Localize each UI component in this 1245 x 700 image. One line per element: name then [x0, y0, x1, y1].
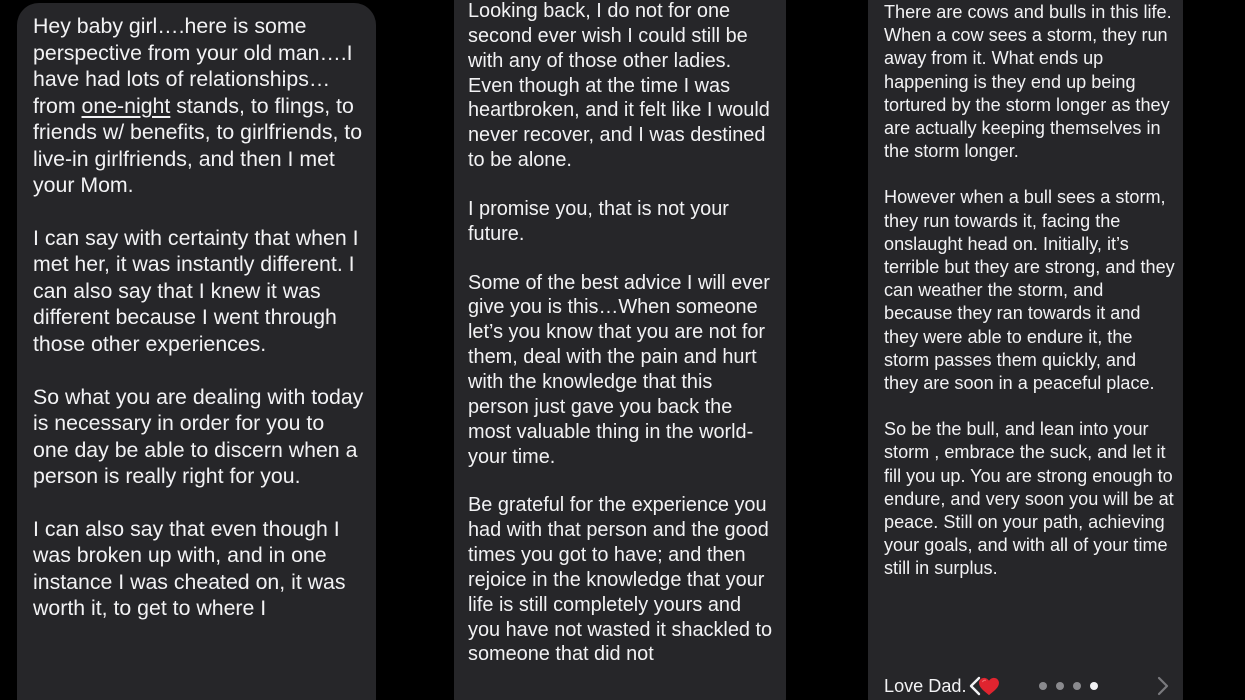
message-paragraph: Looking back, I do not for one second ever wish I could still be with any of those other ladies. Even though at the time I was heartbroken, and it felt like I would never recover, and I was destined to be alone.: [468, 0, 770, 172]
message-paragraph: However when a bull sees a storm, they run towards it, facing the onslaught head on. Initially, it’s terrible but they are strong, and they can weather the storm, and because they ran towards it and they were able to endure it, the storm passes them quickly, and they are soon in a peaceful place.: [884, 187, 1175, 394]
message-bubble-3: [868, 0, 1183, 700]
message-paragraph: I can say with certainty that when I met her, it was instantly different. I can also say that I knew it was different because I went through those other experiences.: [33, 225, 359, 357]
message-bubble-1: [17, 3, 376, 700]
signature-text: Love Dad.: [884, 676, 967, 696]
page-dot-active[interactable]: [1090, 682, 1098, 690]
message-paragraph: So be the bull, and lean into your storm , embrace the suck, and let it fill you up. You are strong enough to endure, and very soon you will be at peace. Still on your path, achieving your goals, and with all of your time still in surplus.: [884, 419, 1174, 579]
link-one-night[interactable]: one-night: [81, 93, 171, 118]
page-indicator[interactable]: [1039, 682, 1098, 690]
signature-row: [884, 674, 1174, 698]
message-paragraph: I promise you, that is not your future.: [468, 197, 729, 245]
paragraph-text: Hey baby girl….here is some perspective from your old man….I have had lots of relationships…from: [33, 14, 353, 118]
page-dot[interactable]: [1056, 682, 1064, 690]
heart-icon: [978, 677, 1000, 696]
message-paragraph: [33, 13, 364, 199]
message-paragraph: I can also say that even though I was broken up with, and in one instance I was cheated on, it was worth it, to get to where I: [33, 516, 346, 621]
message-paragraph: There are cows and bulls in this life. When a cow sees a storm, they run away from it. What ends up happening is they end up being tortured by the storm longer as they are actually keeping themselves in the storm longer.: [884, 2, 1172, 162]
message-paragraph: Some of the best advice I will ever give you is this…When someone let’s you know that you are not for them, deal with the pain and hurt with the knowledge that this person just gave you back the most valuable thing in the world- your time.: [468, 271, 770, 468]
message-panel-1: [0, 0, 408, 700]
message-paragraph: So what you are dealing with today is necessary in order for you to one day be able to discern when a person is really right for you.: [33, 384, 364, 489]
message-paragraph: Be grateful for the experience you had with that person and the good times you got to have; and then rejoice in the knowledge that your life is still completely yours and you have not wasted it shackled to someone that did not: [468, 494, 773, 666]
message-bubble-2: [454, 0, 786, 700]
paragraph-text: stands, to flings, to friends w/ benefits, to girlfriends, to live-in girlfriends, and then I met your Mom.: [33, 93, 363, 198]
page-dot[interactable]: [1039, 682, 1047, 690]
page-dot[interactable]: [1073, 682, 1081, 690]
message-panel-3: [839, 0, 1245, 700]
chevron-right-icon[interactable]: [1156, 675, 1170, 697]
message-panel-2: [418, 0, 829, 700]
